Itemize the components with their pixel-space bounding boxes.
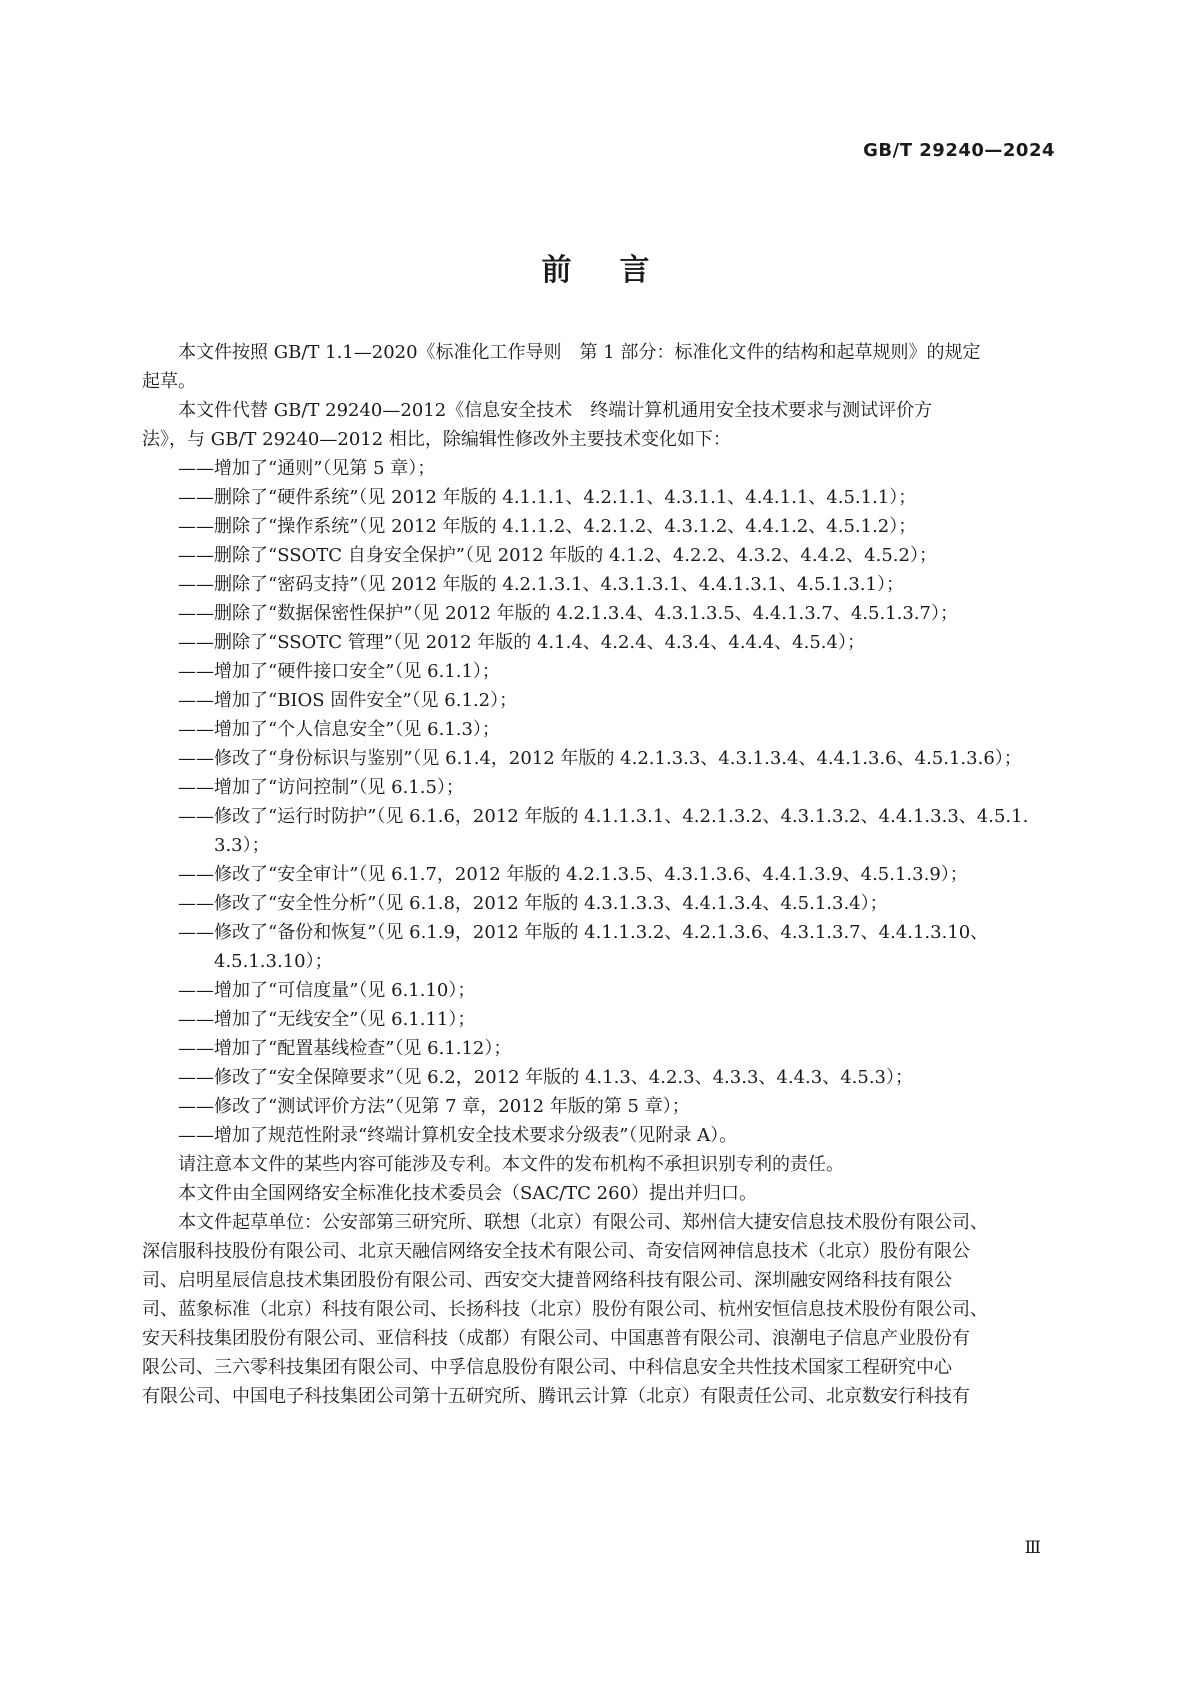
list-item-text: 删除了“数据保密性保护”（见 2012 年版的 4.2.1.3.4、4.3.1.3.5、4.4.1.3.7、4.5.1.3.7）；	[214, 603, 958, 624]
paragraph-line: 本文件按照 GB/T 1.1—2020《标准化工作导则 第 1 部分：标准化文件的结构和起草规则》的规定	[178, 342, 981, 363]
list-item	[142, 889, 1060, 918]
paragraph-line: 安天科技集团股份有限公司、亚信科技（成都）有限公司、中国惠普有限公司、浪潮电子信息产业股份有	[142, 1328, 970, 1349]
list-item	[142, 483, 1060, 512]
paragraph-line: 限公司、三六零科技集团有限公司、中孚信息股份有限公司、中科信息安全共性技术国家工程研究中心	[142, 1357, 952, 1378]
list-item-text: 增加了“访问控制”（见 6.1.5）；	[214, 777, 464, 798]
list-item	[142, 976, 1060, 1005]
list-item-text: 修改了“安全性分析”（见 6.1.8，2012 年版的 4.3.1.3.3、4.4.1.3.4、4.5.1.3.4）；	[214, 893, 888, 914]
dash-mark: ——	[178, 1067, 214, 1088]
dash-mark: ——	[178, 487, 214, 508]
list-item-text: 增加了“配置基线检查”（见 6.1.12）；	[214, 1038, 512, 1059]
list-item	[142, 541, 1060, 570]
change-list	[142, 454, 1060, 1150]
list-item-text: 增加了“BIOS 固件安全”（见 6.1.2）；	[214, 690, 518, 711]
list-item	[142, 657, 1060, 686]
dash-mark: ——	[178, 864, 214, 885]
list-item	[142, 918, 1060, 976]
list-item	[142, 1034, 1060, 1063]
dash-mark: ——	[178, 516, 214, 537]
list-item	[142, 599, 1060, 628]
dash-mark: ——	[178, 893, 214, 914]
list-item-text: 增加了“无线安全”（见 6.1.11）；	[214, 1009, 476, 1030]
list-item-text: 修改了“身份标识与鉴别”（见 6.1.4，2012 年版的 4.2.1.3.3、4.3.1.3.4、4.4.1.3.6、4.5.1.3.6）；	[214, 748, 1022, 769]
list-item	[142, 715, 1060, 744]
list-item-text: 增加了“通则”（见第 5 章）；	[214, 458, 436, 479]
list-item	[142, 628, 1060, 657]
dash-mark: ——	[178, 806, 214, 827]
list-item-text: 修改了“测试评价方法”（见第 7 章，2012 年版的第 5 章）；	[214, 1096, 690, 1117]
dash-mark: ——	[178, 719, 214, 740]
proposed-by: 本文件由全国网络安全标准化技术委员会（SAC/TC 260）提出并归口。	[178, 1183, 758, 1204]
list-item-text: 增加了“硬件接口安全”（见 6.1.1）；	[214, 661, 500, 682]
paragraph-line-cont: 起草。	[142, 371, 196, 392]
dash-mark: ——	[178, 458, 214, 479]
dash-mark: ——	[178, 1125, 214, 1146]
list-item-text: 修改了“安全保障要求”（见 6.2，2012 年版的 4.1.3、4.2.3、4.3.3、4.4.3、4.5.3）；	[214, 1067, 914, 1088]
dash-mark: ——	[178, 632, 214, 653]
dash-mark: ——	[178, 574, 214, 595]
paragraph-line: 本文件代替 GB/T 29240—2012《信息安全技术 终端计算机通用安全技术要求与测试评价方	[178, 400, 933, 421]
dash-mark: ——	[178, 1096, 214, 1117]
list-item	[142, 802, 1060, 831]
dash-mark: ——	[178, 777, 214, 798]
paragraph-line: 有限公司、中国电子科技集团公司第十五研究所、腾讯云计算（北京）有限责任公司、北京数安行科技有	[142, 1386, 970, 1407]
list-item-text: 删除了“密码支持”（见 2012 年版的 4.2.1.3.1、4.3.1.3.1、4.4.1.3.1、4.5.1.3.1）；	[214, 574, 904, 595]
dash-mark: ——	[178, 603, 214, 624]
patent-notice: 请注意本文件的某些内容可能涉及专利。本文件的发布机构不承担识别专利的责任。	[178, 1154, 844, 1175]
list-item-text: 删除了“硬件系统”（见 2012 年版的 4.1.1.1、4.2.1.1、4.3.1.1、4.4.1.1、4.5.1.1）；	[214, 487, 917, 508]
list-item-text: 删除了“SSOTC 自身安全保护”（见 2012 年版的 4.1.2、4.2.2、4.3.2、4.4.2、4.5.2）；	[214, 545, 937, 566]
list-item	[142, 1005, 1060, 1034]
paragraph-line-cont: 法》，与 GB/T 29240—2012 相比，除编辑性修改外主要技术变化如下：	[142, 429, 731, 450]
list-item	[142, 860, 1060, 889]
list-item	[142, 773, 1060, 802]
dash-mark: ——	[178, 1038, 214, 1059]
paragraph-line: 深信服科技股份有限公司、北京天融信网络安全技术有限公司、奇安信网神信息技术（北京）股份有限公	[142, 1241, 970, 1262]
dash-mark: ——	[178, 545, 214, 566]
dash-mark: ——	[178, 980, 214, 1001]
drafting-units	[142, 1208, 1060, 1411]
list-item-text: 增加了规范性附录“终端计算机安全技术要求分级表”（见附录 A）。	[214, 1125, 738, 1146]
paragraph-drafting-rule	[142, 338, 1060, 367]
dash-mark: ——	[178, 1009, 214, 1030]
page-title: 前言	[541, 253, 698, 288]
list-item	[142, 1092, 1060, 1121]
list-item	[142, 1121, 1060, 1150]
list-item	[142, 570, 1060, 599]
list-item-text: 增加了“可信度量”（见 6.1.10）；	[214, 980, 476, 1001]
list-item-text: 修改了“安全审计”（见 6.1.7，2012 年版的 4.2.1.3.5、4.3.1.3.6、4.4.1.3.9、4.5.1.3.9）；	[214, 864, 968, 885]
paragraph-line: 司、启明星辰信息技术集团股份有限公司、西安交大捷普网络科技有限公司、深圳融安网络科技有限公	[142, 1270, 952, 1291]
standard-code: GB/T 29240—2024	[863, 140, 1055, 161]
list-item-text: 删除了“SSOTC 管理”（见 2012 年版的 4.1.4、4.2.4、4.3.4、4.4.4、4.5.4）；	[214, 632, 865, 653]
list-item-text: 修改了“运行时防护”（见 6.1.6，2012 年版的 4.1.1.3.1、4.2.1.3.2、4.3.1.3.2、4.4.1.3.3、4.5.1.	[214, 806, 1029, 827]
list-item	[142, 686, 1060, 715]
list-item	[142, 512, 1060, 541]
list-item	[142, 744, 1060, 773]
paragraph-replaces	[142, 396, 1060, 425]
dash-mark: ——	[178, 922, 214, 943]
paragraph-line: 本文件起草单位：公安部第三研究所、联想（北京）有限公司、郑州信大捷安信息技术股份有限公司、	[178, 1212, 988, 1233]
page-number: Ⅲ	[1024, 1538, 1041, 1558]
list-item	[142, 454, 1060, 483]
list-item-text: 增加了“个人信息安全”（见 6.1.3）；	[214, 719, 500, 740]
list-item-text: 删除了“操作系统”（见 2012 年版的 4.1.1.2、4.2.1.2、4.3.1.2、4.4.1.2、4.5.1.2）；	[214, 516, 917, 537]
dash-mark: ——	[178, 661, 214, 682]
dash-mark: ——	[178, 748, 214, 769]
document-body	[142, 338, 1060, 1411]
list-item-continuation: 3.3）；	[214, 835, 270, 856]
list-item-text: 修改了“备份和恢复”（见 6.1.9，2012 年版的 4.1.1.3.2、4.2.1.3.6、4.3.1.3.7、4.4.1.3.10、4.5.1.3.10）；	[214, 922, 989, 972]
list-item	[142, 1063, 1060, 1092]
paragraph-line: 司、蓝象标准（北京）科技有限公司、长扬科技（北京）股份有限公司、杭州安恒信息技术股份有限公司、	[142, 1299, 988, 1320]
dash-mark: ——	[178, 690, 214, 711]
